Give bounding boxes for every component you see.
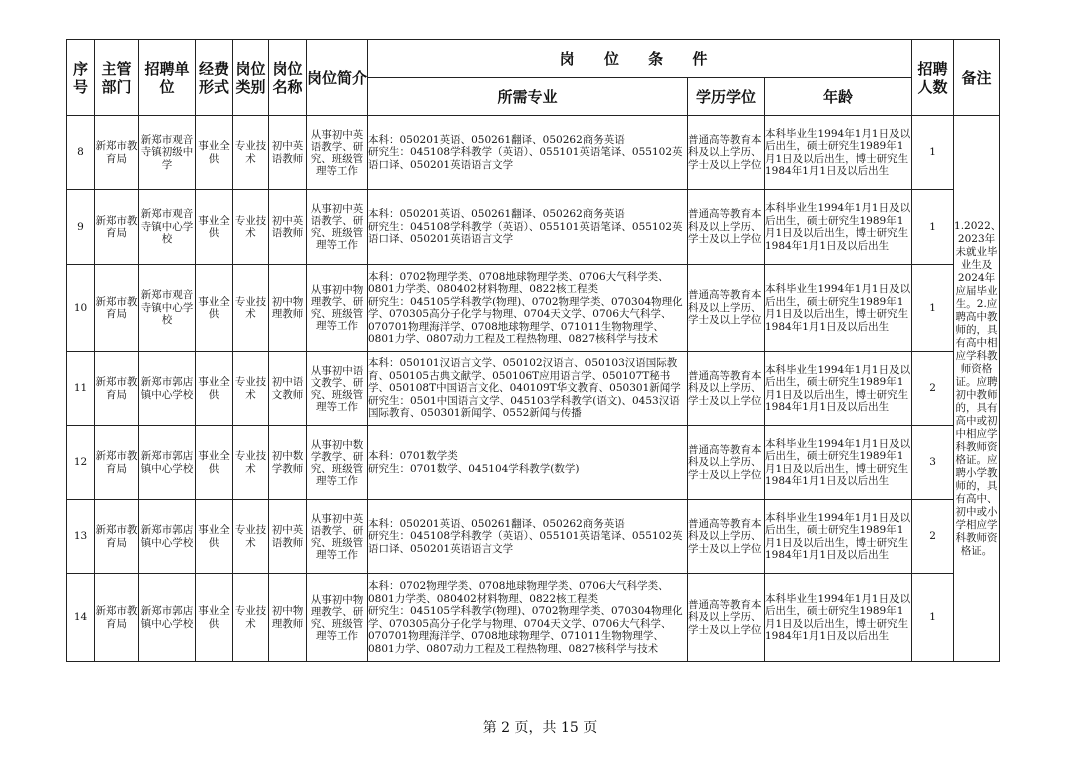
count-cell: 2 — [912, 500, 954, 574]
intro-cell: 从事初中物理教学、研究、班级管理等工作 — [307, 574, 368, 662]
header-position: 岗位名称 — [269, 40, 307, 116]
degree-cell: 普通高等教育本科及以上学历、学士及以上学位 — [688, 352, 765, 426]
count-cell: 1 — [912, 190, 954, 265]
category-cell: 专业技术 — [233, 265, 269, 352]
degree-cell: 普通高等教育本科及以上学历、学士及以上学位 — [688, 190, 765, 265]
funding-cell: 事业全供 — [196, 574, 233, 662]
unit-cell: 新郑市郭店镇中心学校 — [139, 426, 196, 500]
category-cell: 专业技术 — [233, 190, 269, 265]
degree-cell: 普通高等教育本科及以上学历、学士及以上学位 — [688, 574, 765, 662]
major-cell: 本科：0702物理学类、0708地球物理学类、0706大气科学类、0801力学类、080402材料物理、0822核工程类 研究生：045105学科教学(物理)、0702物理学类、070304物理化学、070305高分子化学与物理、0704天文学、0706大气科学、070701物理海洋学、0708地球物理学、071011生物物理学、0801力学、0807动力工程及工程热物理、0827核科学与技术 — [368, 265, 688, 352]
position-cell: 初中物理教师 — [269, 574, 307, 662]
header-funding: 经费形式 — [196, 40, 233, 116]
header-major: 所需专业 — [368, 78, 688, 116]
header-unit: 招聘单位 — [139, 40, 196, 116]
seq-cell: 9 — [67, 190, 95, 265]
unit-cell: 新郑市郭店镇中心学校 — [139, 574, 196, 662]
header-count: 招聘人数 — [912, 40, 954, 116]
position-cell: 初中数学教师 — [269, 426, 307, 500]
header-conditions: 岗 位 条 件 — [368, 40, 912, 78]
table-row — [67, 574, 1000, 662]
table-row — [67, 500, 1000, 574]
age-cell: 本科毕业生1994年1月1日及以后出生，硕士研究生1989年1月1日及以后出生，博士研究生1984年1月1日及以后出生 — [765, 116, 912, 190]
degree-cell: 普通高等教育本科及以上学历、学士及以上学位 — [688, 116, 765, 190]
seq-cell: 8 — [67, 116, 95, 190]
header-category: 岗位类别 — [233, 40, 269, 116]
intro-cell: 从事初中英语教学、研究、班级管理等工作 — [307, 116, 368, 190]
header-dept: 主管部门 — [95, 40, 139, 116]
unit-cell: 新郑市观音寺镇中心学校 — [139, 265, 196, 352]
major-cell: 本科：050201英语、050261翻译、050262商务英语 研究生：045108学科教学（英语）、055101英语笔译、055102英语口译、050201英语语言文学 — [368, 116, 688, 190]
table-row — [67, 116, 1000, 190]
funding-cell: 事业全供 — [196, 500, 233, 574]
count-cell: 1 — [912, 265, 954, 352]
category-cell: 专业技术 — [233, 574, 269, 662]
funding-cell: 事业全供 — [196, 265, 233, 352]
position-cell: 初中英语教师 — [269, 500, 307, 574]
recruitment-table — [66, 39, 1000, 662]
position-cell: 初中英语教师 — [269, 190, 307, 265]
dept-cell: 新郑市教育局 — [95, 426, 139, 500]
position-cell: 初中英语教师 — [269, 116, 307, 190]
age-cell: 本科毕业生1994年1月1日及以后出生，硕士研究生1989年1月1日及以后出生，博士研究生1984年1月1日及以后出生 — [765, 352, 912, 426]
dept-cell: 新郑市教育局 — [95, 265, 139, 352]
intro-cell: 从事初中英语教学、研究、班级管理等工作 — [307, 190, 368, 265]
category-cell: 专业技术 — [233, 352, 269, 426]
header-degree: 学历学位 — [688, 78, 765, 116]
count-cell: 1 — [912, 116, 954, 190]
header-seq: 序号 — [67, 40, 95, 116]
seq-cell: 10 — [67, 265, 95, 352]
header-intro: 岗位简介 — [307, 40, 368, 116]
major-cell: 本科：050201英语、050261翻译、050262商务英语 研究生：045108学科教学（英语）、055101英语笔译、055102英语口译、050201英语语言文学 — [368, 190, 688, 265]
unit-cell: 新郑市郭店镇中心学校 — [139, 352, 196, 426]
age-cell: 本科毕业生1994年1月1日及以后出生，硕士研究生1989年1月1日及以后出生，博士研究生1984年1月1日及以后出生 — [765, 265, 912, 352]
page-footer: 第 2 页，共 15 页 — [482, 720, 598, 736]
age-cell: 本科毕业生1994年1月1日及以后出生，硕士研究生1989年1月1日及以后出生，博士研究生1984年1月1日及以后出生 — [765, 500, 912, 574]
major-cell: 本科：0701数学类 研究生：0701数学、045104学科教学(数学) — [368, 426, 688, 500]
dept-cell: 新郑市教育局 — [95, 574, 139, 662]
intro-cell: 从事初中英语教学、研究、班级管理等工作 — [307, 500, 368, 574]
funding-cell: 事业全供 — [196, 352, 233, 426]
seq-cell: 13 — [67, 500, 95, 574]
table-row — [67, 352, 1000, 426]
major-cell: 本科：0702物理学类、0708地球物理学类、0706大气科学类、0801力学类、080402材料物理、0822核工程类 研究生：045105学科教学(物理)、0702物理学类、070304物理化学、070305高分子化学与物理、0704天文学、0706大气科学、070701物理海洋学、0708地球物理学、071011生物物理学、0801力学、0807动力工程及工程热物理、0827核科学与技术 — [368, 574, 688, 662]
degree-cell: 普通高等教育本科及以上学历、学士及以上学位 — [688, 426, 765, 500]
count-cell: 1 — [912, 574, 954, 662]
header-remarks: 备注 — [954, 40, 1000, 116]
intro-cell: 从事初中语文教学、研究、班级管理等工作 — [307, 352, 368, 426]
dept-cell: 新郑市教育局 — [95, 352, 139, 426]
table-row — [67, 265, 1000, 352]
funding-cell: 事业全供 — [196, 426, 233, 500]
category-cell: 专业技术 — [233, 500, 269, 574]
major-cell: 本科：050101汉语言文学、050102汉语言、050103汉语国际教育、050105古典文献学、050106T应用语言学、050107T秘书学、050108T中国语言文化、040109T华文教育、050301新闻学 研究生：0501中国语言文学、045103学科教学(语文)、0453汉语国际教育、050301新闻学、0552新闻与传播 — [368, 352, 688, 426]
table-row — [67, 190, 1000, 265]
seq-cell: 12 — [67, 426, 95, 500]
unit-cell: 新郑市郭店镇中心学校 — [139, 500, 196, 574]
seq-cell: 14 — [67, 574, 95, 662]
count-cell: 3 — [912, 426, 954, 500]
age-cell: 本科毕业生1994年1月1日及以后出生，硕士研究生1989年1月1日及以后出生，博士研究生1984年1月1日及以后出生 — [765, 574, 912, 662]
intro-cell: 从事初中物理教学、研究、班级管理等工作 — [307, 265, 368, 352]
unit-cell: 新郑市观音寺镇中心学校 — [139, 190, 196, 265]
table-row — [67, 426, 1000, 500]
degree-cell: 普通高等教育本科及以上学历、学士及以上学位 — [688, 265, 765, 352]
category-cell: 专业技术 — [233, 116, 269, 190]
major-cell: 本科：050201英语、050261翻译、050262商务英语 研究生：045108学科教学（英语）、055101英语笔译、055102英语口译、050201英语语言文学 — [368, 500, 688, 574]
position-cell: 初中语文教师 — [269, 352, 307, 426]
dept-cell: 新郑市教育局 — [95, 500, 139, 574]
funding-cell: 事业全供 — [196, 116, 233, 190]
intro-cell: 从事初中数学教学、研究、班级管理等工作 — [307, 426, 368, 500]
count-cell: 2 — [912, 352, 954, 426]
dept-cell: 新郑市教育局 — [95, 190, 139, 265]
age-cell: 本科毕业生1994年1月1日及以后出生，硕士研究生1989年1月1日及以后出生，博士研究生1984年1月1日及以后出生 — [765, 190, 912, 265]
funding-cell: 事业全供 — [196, 190, 233, 265]
age-cell: 本科毕业生1994年1月1日及以后出生，硕士研究生1989年1月1日及以后出生，博士研究生1984年1月1日及以后出生 — [765, 426, 912, 500]
degree-cell: 普通高等教育本科及以上学历、学士及以上学位 — [688, 500, 765, 574]
unit-cell: 新郑市观音寺镇初级中学 — [139, 116, 196, 190]
seq-cell: 11 — [67, 352, 95, 426]
category-cell: 专业技术 — [233, 426, 269, 500]
header-age: 年龄 — [765, 78, 912, 116]
dept-cell: 新郑市教育局 — [95, 116, 139, 190]
position-cell: 初中物理教师 — [269, 265, 307, 352]
remarks-cell: 1.2022、2023年未就业毕业生及2024年应届毕业生。2.应聘高中教师的，具有高中相应学科教师资格证。应聘初中教师的，具有高中或初中相应学科教师资格证。应聘小学教师的，具有高中、初中或小学相应学科教师资格证。 — [954, 116, 1000, 662]
